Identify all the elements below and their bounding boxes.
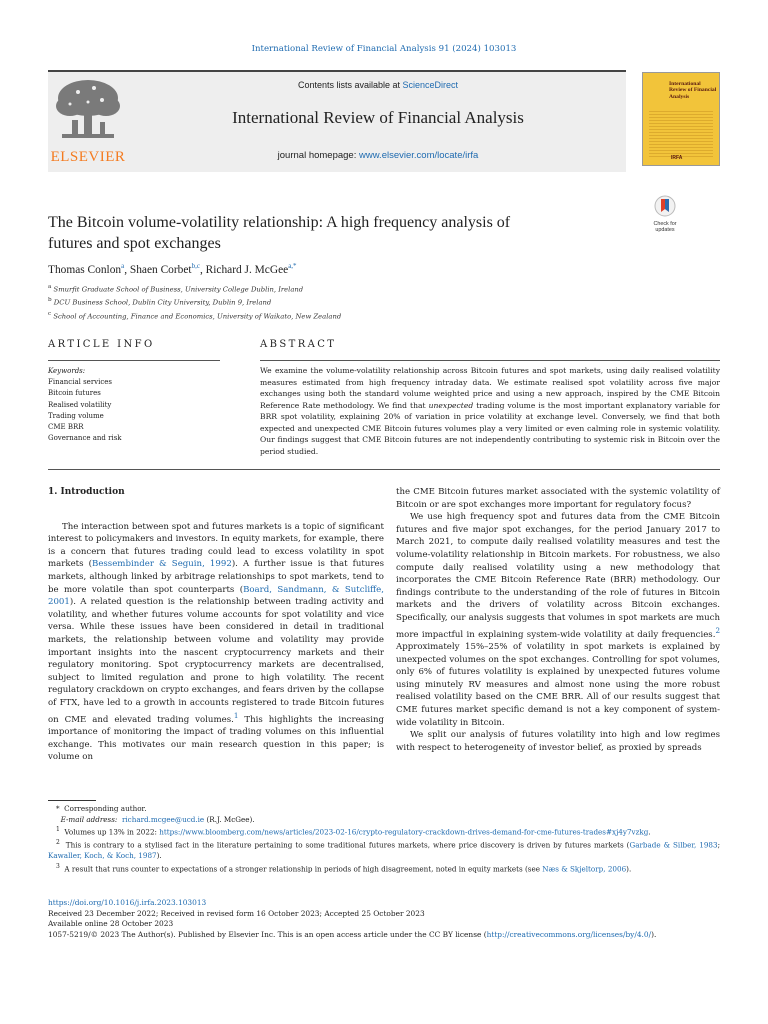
citation-link[interactable]: Bessembinder & Seguin, 1992 <box>92 559 232 570</box>
keyword-item: Realised volatility <box>48 400 112 409</box>
citation-link[interactable]: Garbade & Silber, 1983 <box>629 840 718 850</box>
keyword-item: Governance and risk <box>48 434 122 443</box>
abstract-heading: ABSTRACT <box>260 339 337 350</box>
author-name[interactable]: , Shaen Corbet <box>124 263 192 276</box>
sciencedirect-link[interactable]: ScienceDirect <box>402 80 459 90</box>
journal-cover-image[interactable] <box>642 72 720 166</box>
badge-line-2: updates <box>655 227 675 233</box>
body-paragraph: We split our analysis of futures volatility into high and low regimes with respect to heterogeneity of investor belief, as proxied by spreads <box>396 730 720 753</box>
affiliation-text: DCU Business School, Dublin City University, Dublin 9, Ireland <box>53 298 272 307</box>
keywords-label: Keywords: <box>48 367 86 375</box>
journal-title: International Review of Financial Analysis <box>232 108 524 127</box>
footnote-divider <box>48 800 96 801</box>
citation-link[interactable]: Kawaller, Koch, & Koch, 1987 <box>48 851 157 861</box>
keyword-item: Financial services <box>48 378 113 387</box>
abstract-emphasis: unexpected <box>428 400 474 410</box>
available-online: Available online 28 October 2023 <box>48 919 174 929</box>
paper-title <box>48 212 608 254</box>
affiliation-text: Smurfit Graduate School of Business, University College Dublin, Ireland <box>53 285 304 294</box>
affiliations <box>48 282 341 322</box>
author-name[interactable]: Thomas Conlon <box>48 263 122 276</box>
article-history <box>48 898 738 940</box>
keyword-item: Trading volume <box>48 411 104 420</box>
badge-line-1: Check for <box>653 221 677 227</box>
email-link[interactable]: richard.mcgee@ucd.ie <box>121 814 205 824</box>
bloomberg-link[interactable]: https://www.bloomberg.com/news/articles/2023-02-16/crypto-regulatory-crackdown-drives-demand-for-cme-futures-trades#xj4y7vzkg <box>159 827 649 837</box>
affiliation-letter: b <box>48 297 52 304</box>
elsevier-tree-icon <box>48 74 128 146</box>
body-column-left <box>48 486 384 764</box>
cover-tag: IRFA <box>671 155 683 161</box>
journal-homepage-line <box>130 150 626 161</box>
cover-text-block <box>649 109 713 159</box>
title-line-2: futures and spot exchanges <box>48 235 221 252</box>
author-list <box>48 262 297 276</box>
footnote-ref[interactable]: 2 <box>715 625 720 635</box>
affiliation-mark[interactable]: a,* <box>288 262 297 270</box>
contents-prefix: Contents lists available at <box>297 80 403 90</box>
keywords-block <box>48 366 220 444</box>
body-paragraph: the CME Bitcoin futures market associated with the systemic volatility of Bitcoin or are spot exchanges more important for regulatory focus? <box>396 487 720 510</box>
homepage-prefix: journal homepage: <box>277 150 359 161</box>
doi-link[interactable]: https://doi.org/10.1016/j.irfa.2023.103013 <box>48 898 207 907</box>
footnote-ref[interactable]: 1 <box>233 710 239 720</box>
elsevier-logo[interactable] <box>48 74 128 166</box>
front-matter-divider <box>48 469 720 470</box>
contents-available-line <box>130 80 626 90</box>
affiliation-text: School of Accounting, Finance and Economics, University of Waikato, New Zealand <box>53 311 342 320</box>
footnote-1: $^1$ Volumes up 13% in 2022: https://www.bloomberg.com/news/articles/2023-02-16/crypto-regulatory-crackdown-drives-demand-for-cme-futures-trades#xj4y7vzkg. <box>56 826 651 837</box>
affiliation-letter: c <box>48 310 52 317</box>
affiliation-item <box>48 295 341 308</box>
affiliation-letter: a <box>48 284 52 290</box>
affiliation-mark[interactable]: a <box>121 262 125 270</box>
footnote-3: $^3$ A result that runs counter to expectations of a stronger relationship in periods of high disagreement, noted in equity markets (see Næs & Skjeltorp, 2006). <box>56 862 632 874</box>
affiliation-item <box>48 282 341 295</box>
footnotes <box>48 804 720 875</box>
bookmark-icon <box>654 195 676 217</box>
keyword-item: Bitcoin futures <box>48 389 101 398</box>
license-line: 1057-5219/© 2023 The Author(s). Published by Elsevier Inc. This is an open access article under the CC BY license (http://creativecommons.org/licenses/by/4.0/). <box>48 929 657 939</box>
body-paragraph: We use high frequency spot and futures data from the CME Bitcoin futures and five major spot exchanges, for the period January 2017 to March 2021, to compute daily realised volatility measures and test the volume-volatility relationship in Bitcoin markets. For robustness, we also compute daily realised volatility using a new methodology that incorporates the CME Bitcoin Reference Rate (BRR) methodology. Our findings contribute to the understanding of the role of futures in Bitcoin markets and the drivers of volatility across Bitcoin exchanges. Specifically, our analysis suggests that volumes in spot markets are much more impactful in explaining system-wide volatility at daily frequencies.$^2$ Approximately 15%–25% of volatility in spot markets is explained by unexpected volumes on the spot exchanges. Controlling for spot volumes, only 6% of futures volatility is explained by unexpected futures volume using minutely RV measures and almost none using the more robust realised volatility based on the CME BRR. All of our results suggest that CME futures market specific demand is not a key component of system-wide volatility in Bitcoin. <box>396 512 720 728</box>
article-info-divider <box>48 360 220 361</box>
body-column-right <box>396 486 720 754</box>
abstract-text <box>260 365 720 457</box>
check-for-updates-badge[interactable] <box>650 195 680 233</box>
affiliation-mark[interactable]: b,c <box>191 262 200 270</box>
citation-link[interactable]: Næs & Skjeltorp, 2006 <box>542 864 627 874</box>
journal-homepage-link[interactable]: www.elsevier.com/locate/irfa <box>359 150 479 161</box>
keyword-item: CME BRR <box>48 423 84 432</box>
affiliation-item <box>48 309 341 322</box>
footnote-corresponding: * Corresponding author. <box>56 804 147 813</box>
abstract-part: trading volume is the most important explanatory variable for BRR spot volatility, explaining 20% of variation in price volatility at exchange level. Conversely, we find that both expected and unexpected CME Bitcoin futures volumes play a very limited or even calming role in systemic volatility. Our findings suggest that CME Bitcoin futures are not independently contributing to systemic risk in Bitcoin over the period studied. <box>260 400 720 456</box>
title-line-1: The Bitcoin volume-volatility relationship: A high frequency analysis of <box>48 214 511 231</box>
footnote-2: $^2$ This is contrary to a stylised fact in the literature pertaining to some traditional futures markets, where price discovery is driven by futures markets (Garbade & Silber, 1983; Kawaller, Koch, & Koch, 1987). <box>48 839 720 861</box>
footnote-email: E-mail address: richard.mcgee@ucd.ie (R.J. McGee). <box>60 814 255 824</box>
abstract-part: We examine the volume-volatility relationship across Bitcoin futures and spot markets, using daily realised volatility measures estimated from high frequency intraday data. We estimate realised spot volatility across five major exchanges using both the standard volume weighted price and using a new approach, inspired by the CME Bitcoin Reference Rate methodology. We find that <box>260 366 720 410</box>
received-dates: Received 23 December 2022; Received in revised form 16 October 2023; Accepted 25 October 2023 <box>48 908 425 918</box>
section-heading: 1. Introduction <box>48 487 125 497</box>
body-paragraph: The interaction between spot and futures markets is a topic of significant interest to policymakers and investors. In equity markets, for example, there is a concern that futures trading could lead to excess volatility in spot markets (Bessembinder & Seguin, 1992). A further issue is that futures markets, although linked by arbitrage relationships to spot markets, tend to be more volatile than spot counterparts (Board, Sandmann, & Sutcliffe, 2001). A related question is the relationship between trading activity and volatility, and whether futures volume accounts for spot volatility and vice versa. While these issues have been considered in detail in traditional markets, the relationship between volume and volatility may provide important insights into the nascent cryptocurrency markets and their regulatory monitoring. Spot cryptocurrency markets are decentralised, subject to limited regulation and prone to high volatility. The recent regulatory crackdown on crypto exchanges, and fears driven by the collapse of FTX, have led to a growth in accounts registered to trade Bitcoin futures on CME and elevated trading volumes.$^1$ This highlights the increasing importance of monitoring the impact of trading volumes on this influential exchange. This motivates our main research question in this paper; is volume on <box>48 521 385 763</box>
cover-title: International Review of Financial Analysis <box>669 81 717 100</box>
publisher-name: ELSEVIER <box>50 149 126 165</box>
journal-citation-line[interactable]: International Review of Financial Analysis 91 (2024) 103013 <box>251 44 517 54</box>
abstract-divider <box>260 360 720 361</box>
license-link[interactable]: http://creativecommons.org/licenses/by/4.0/ <box>486 929 652 939</box>
citation-link[interactable]: Board, Sandmann, & Sutcliffe, 2001 <box>48 584 384 608</box>
author-name[interactable]: , Richard J. McGee <box>199 263 289 276</box>
article-info-heading: ARTICLE INFO <box>48 339 155 350</box>
